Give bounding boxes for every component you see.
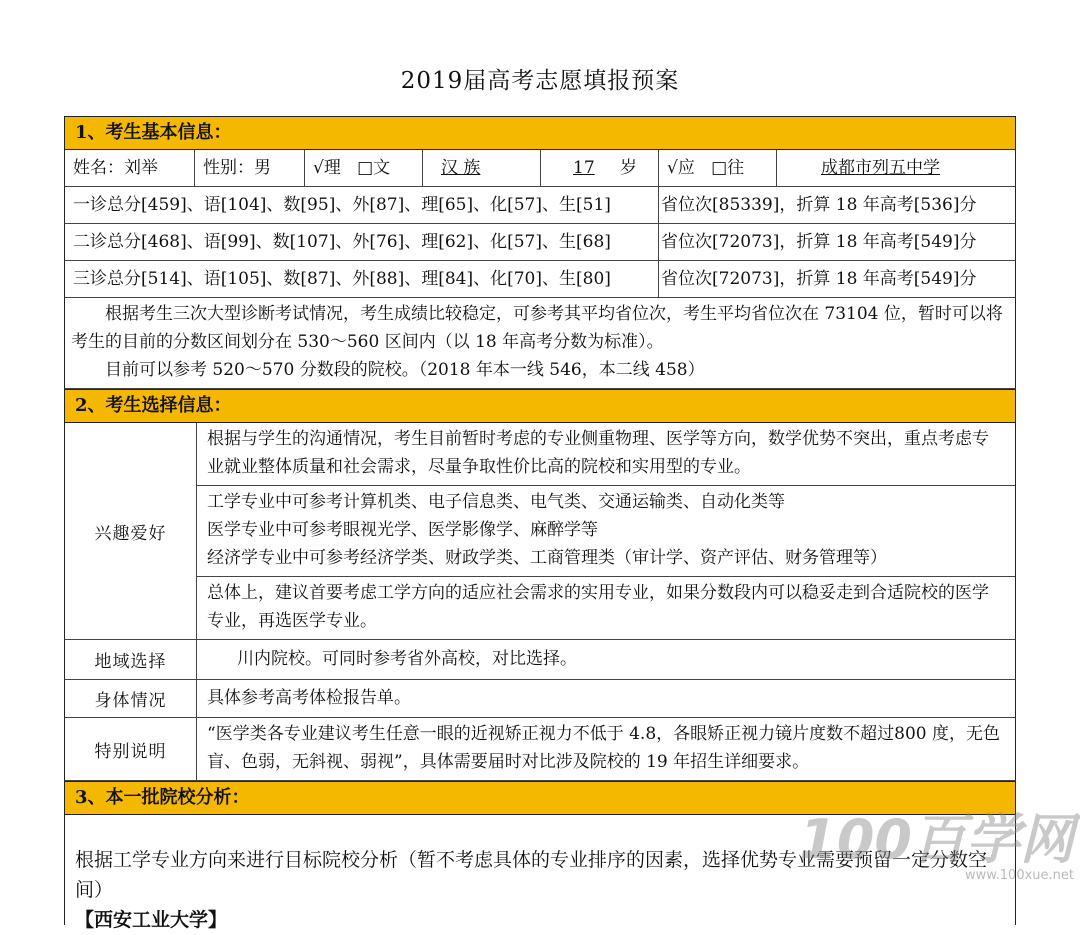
interest-content <box>197 423 1015 639</box>
watermark-url: www.100xue.net <box>964 868 1074 883</box>
form-table <box>64 116 1016 931</box>
analysis-paragraph: 根据考生三次大型诊断考试情况，考生成绩比较稳定，可参考其平均省位次，考生平均省位次在 73104 位，暂时可以将考生的目前的分数区间划分在 530～560 区间内（以 18 年高考分数为标准）。 <box>71 304 1003 352</box>
gender-cell: 性别：男 <box>195 150 305 186</box>
page-title: 2019届高考志愿填报预案 <box>400 68 680 94</box>
exam-row <box>64 187 1016 224</box>
body-text: 具体参考高考体检报告单。 <box>207 688 411 708</box>
exam-rank: 省位次[85339]，折算 18 年高考[536]分 <box>661 195 977 215</box>
age-unit: 岁 <box>620 158 638 178</box>
name-cell: 姓名：刘举 <box>65 150 195 186</box>
exam-scores: 一诊总分[459]、语[104]、数[95]、外[87]、理[65]、化[57]、生[51] <box>65 187 659 223</box>
candidate-type-cell <box>659 150 777 186</box>
college-name: 【西安工业大学】 <box>75 909 228 931</box>
basic-info-row <box>64 150 1016 187</box>
ethnicity-value: 汉 族 <box>441 158 481 178</box>
section-header-choice-info: 2、考生选择信息： <box>64 389 1016 423</box>
interest-line: 工学专业中可参考计算机类、电子信息类、电气类、交通运输类、自动化类等 <box>207 492 785 512</box>
exam-row <box>64 261 1016 298</box>
region-label: 地域选择 <box>65 640 197 679</box>
body-row <box>64 680 1016 718</box>
interest-line: 经济学专业中可参考经济学类、财政学类、工商管理类（审计学、资产评估、财务管理等） <box>207 548 887 568</box>
region-text: 川内院校。可同时参考省外高校，对比选择。 <box>237 649 577 669</box>
watermark <box>799 808 1074 883</box>
section-header-basic-info: 1、考生基本信息： <box>64 116 1016 150</box>
interest-label: 兴趣爱好 <box>65 423 197 639</box>
interest-block: 根据与学生的沟通情况，考生目前暂时考虑的专业侧重物理、医学等方向，数学优势不突出，重点考虑专业就业整体质量和社会需求，尽量争取性价比高的院校和实用型的专业。 <box>197 423 1015 486</box>
exam-rank: 省位次[72073]，折算 18 年高考[549]分 <box>661 232 977 252</box>
special-text: “医学类各专业建议考生任意一眼的近视矫正视力不低于 4.8，各眼矫正视力镜片度数不超过800 度，无色盲、色弱，无斜视、弱视”，具体需要届时对比涉及院校的 19 年招生详细要求。 <box>207 724 1000 772</box>
exam-scores: 三诊总分[514]、语[105]、数[87]、外[88]、理[84]、化[70]、生[80] <box>65 261 659 297</box>
interest-block: 总体上，建议首要考虑工学方向的适应社会需求的实用专业，如果分数段内可以稳妥走到合适院校的医学专业，再选医学专业。 <box>207 583 989 631</box>
special-label: 特别说明 <box>65 718 197 780</box>
school-cell <box>777 150 1015 186</box>
college-analysis-text: 根据工学专业方向来进行目标院校分析（暂不考虑具体的专业排序的因素，选择优势专业需要预留一定分数空间） <box>75 849 988 901</box>
interest-line: 医学专业中可参考眼视光学、医学影像学、麻醉学等 <box>207 520 598 540</box>
school-value: 成都市列五中学 <box>821 158 940 178</box>
repeat-checkbox: □往 <box>711 158 745 178</box>
age-cell <box>541 150 659 186</box>
special-row <box>64 718 1016 781</box>
interest-block <box>197 486 1015 577</box>
score-analysis <box>64 298 1016 389</box>
ethnicity-cell <box>423 150 541 186</box>
age-value: 17 <box>573 158 595 178</box>
exam-row <box>64 224 1016 261</box>
fresh-checkbox: √应 <box>667 158 695 178</box>
science-checkbox: √理 <box>313 158 341 178</box>
body-label: 身体情况 <box>65 680 197 717</box>
analysis-paragraph: 目前可以参考 520～570 分数段的院校。（2018 年本一线 546，本二线 458） <box>105 360 705 380</box>
interest-row <box>64 423 1016 640</box>
subject-track-cell <box>305 150 423 186</box>
watermark-logo: 100百学网 <box>799 808 1074 871</box>
arts-checkbox: □文 <box>357 158 391 178</box>
exam-rank: 省位次[72073]，折算 18 年高考[549]分 <box>661 269 977 289</box>
section-header-college-analysis: 3、本一批院校分析： <box>64 781 1016 815</box>
exam-scores: 二诊总分[468]、语[99]、数[107]、外[76]、理[62]、化[57]、生[68] <box>65 224 659 260</box>
region-row <box>64 640 1016 680</box>
